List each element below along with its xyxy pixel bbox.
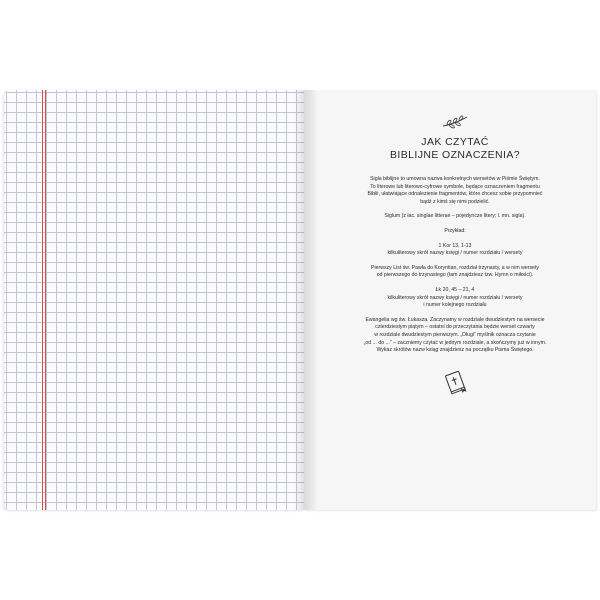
text-line: kilkuliterowy skrót nazwy księgi / numer rozdziału / wersety — [387, 250, 523, 257]
gutter-shadow — [294, 90, 304, 510]
text-line: Pierwszy List św. Pawła do Koryntian, rozdział trzynasty, a w nim wersety — [371, 264, 539, 271]
text-line: Ewangelia wg św. Łukasza. Zaczynamy w rozdziale dwudziestym na wersecie — [365, 316, 545, 323]
page-title — [328, 136, 582, 162]
example-siglum: 1 Kor 13, 1-13 — [438, 242, 472, 249]
intro-paragraph — [328, 176, 582, 206]
text-line: i numer kolejnego rozdziału — [423, 302, 487, 309]
olive-branch-icon — [440, 114, 470, 130]
example-label — [328, 228, 582, 236]
margin-line — [42, 90, 43, 510]
title-line: JAK CZYTAĆ — [421, 136, 489, 148]
text-line: Siglum (z łac. singlae litterae – pojedyncze litery; l. mn. sigla). — [384, 213, 526, 220]
explanation-2 — [328, 317, 582, 355]
left-page-grid — [4, 90, 304, 510]
example-2 — [328, 287, 582, 310]
text-line: kilkuliterowy skrót nazwy księgi / numer rozdziału / wersety — [387, 294, 523, 301]
example-siglum: Łk 20, 45 – 21, 4 — [435, 286, 475, 293]
gutter-shadow — [304, 90, 318, 510]
text-line: „od ... do ...” – zaczniemy czytać w jednym rozdziale, a skończymy już w innym. — [363, 339, 547, 346]
text-line: w rozdziale dwudziestym pierwszym. „Długi” myślnik oznacza czytanie — [374, 331, 536, 338]
margin-line — [45, 90, 46, 510]
bible-book-icon — [442, 369, 468, 395]
title-line: BIBLIJNE OZNACZENIA? — [390, 149, 520, 161]
text-line: Wykaz skrótów nazw ksiąg znajdziesz na początku Pisma Świętego. — [376, 347, 534, 354]
siglum-paragraph — [328, 213, 582, 221]
text-line: Sigla biblijne to umowna nazwa konkretnych wersetów w Piśmie Świętym. — [370, 176, 540, 182]
text-line: To literowe lub literowo-cyfrowe symbole, będące oznaczeniem fragmentu — [370, 183, 540, 190]
example-1 — [328, 243, 582, 258]
explanation-1 — [328, 265, 582, 280]
text-line: czterdziestym piątym – ostatni do przeczytania będzie werset czwarty — [375, 324, 535, 331]
text-line: Przykład: — [444, 227, 466, 234]
text-line: bądź z kimś się nimi podzielić. — [420, 198, 490, 205]
text-line: Biblii, ułatwiające odnalezienie fragmentów, które chcesz sobie przypomnieć — [367, 191, 543, 198]
page-content — [328, 114, 582, 395]
text-line: od pierwszego do trzynastego (tam znajdziesz tzw. Hymn o miłości). — [376, 272, 534, 279]
right-page — [304, 90, 596, 510]
